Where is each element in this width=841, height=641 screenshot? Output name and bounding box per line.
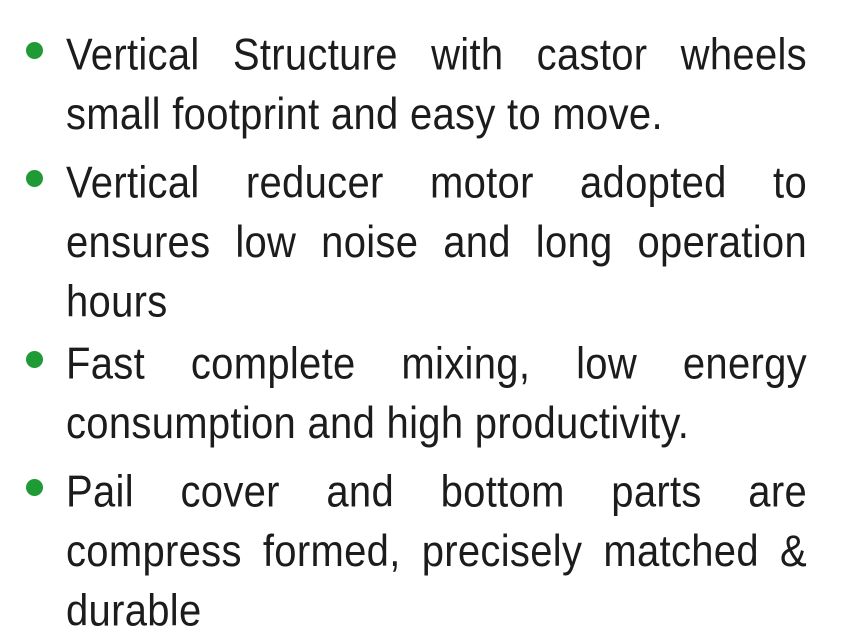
green-bullet-icon	[26, 42, 43, 59]
feature-text: Pail cover and bottom parts are compress formed, precisely matched & durable	[66, 467, 807, 636]
feature-text: Vertical reducer motor adopted to ensures low noise and long operation hours	[66, 158, 807, 327]
green-bullet-icon	[26, 170, 43, 187]
feature-text: Fast complete mixing, low energy consumption and high productivity.	[66, 339, 807, 449]
feature-text: Vertical Structure with castor wheels small footprint and easy to move.	[66, 30, 807, 140]
green-bullet-icon	[26, 351, 43, 368]
green-bullet-icon	[26, 479, 43, 496]
